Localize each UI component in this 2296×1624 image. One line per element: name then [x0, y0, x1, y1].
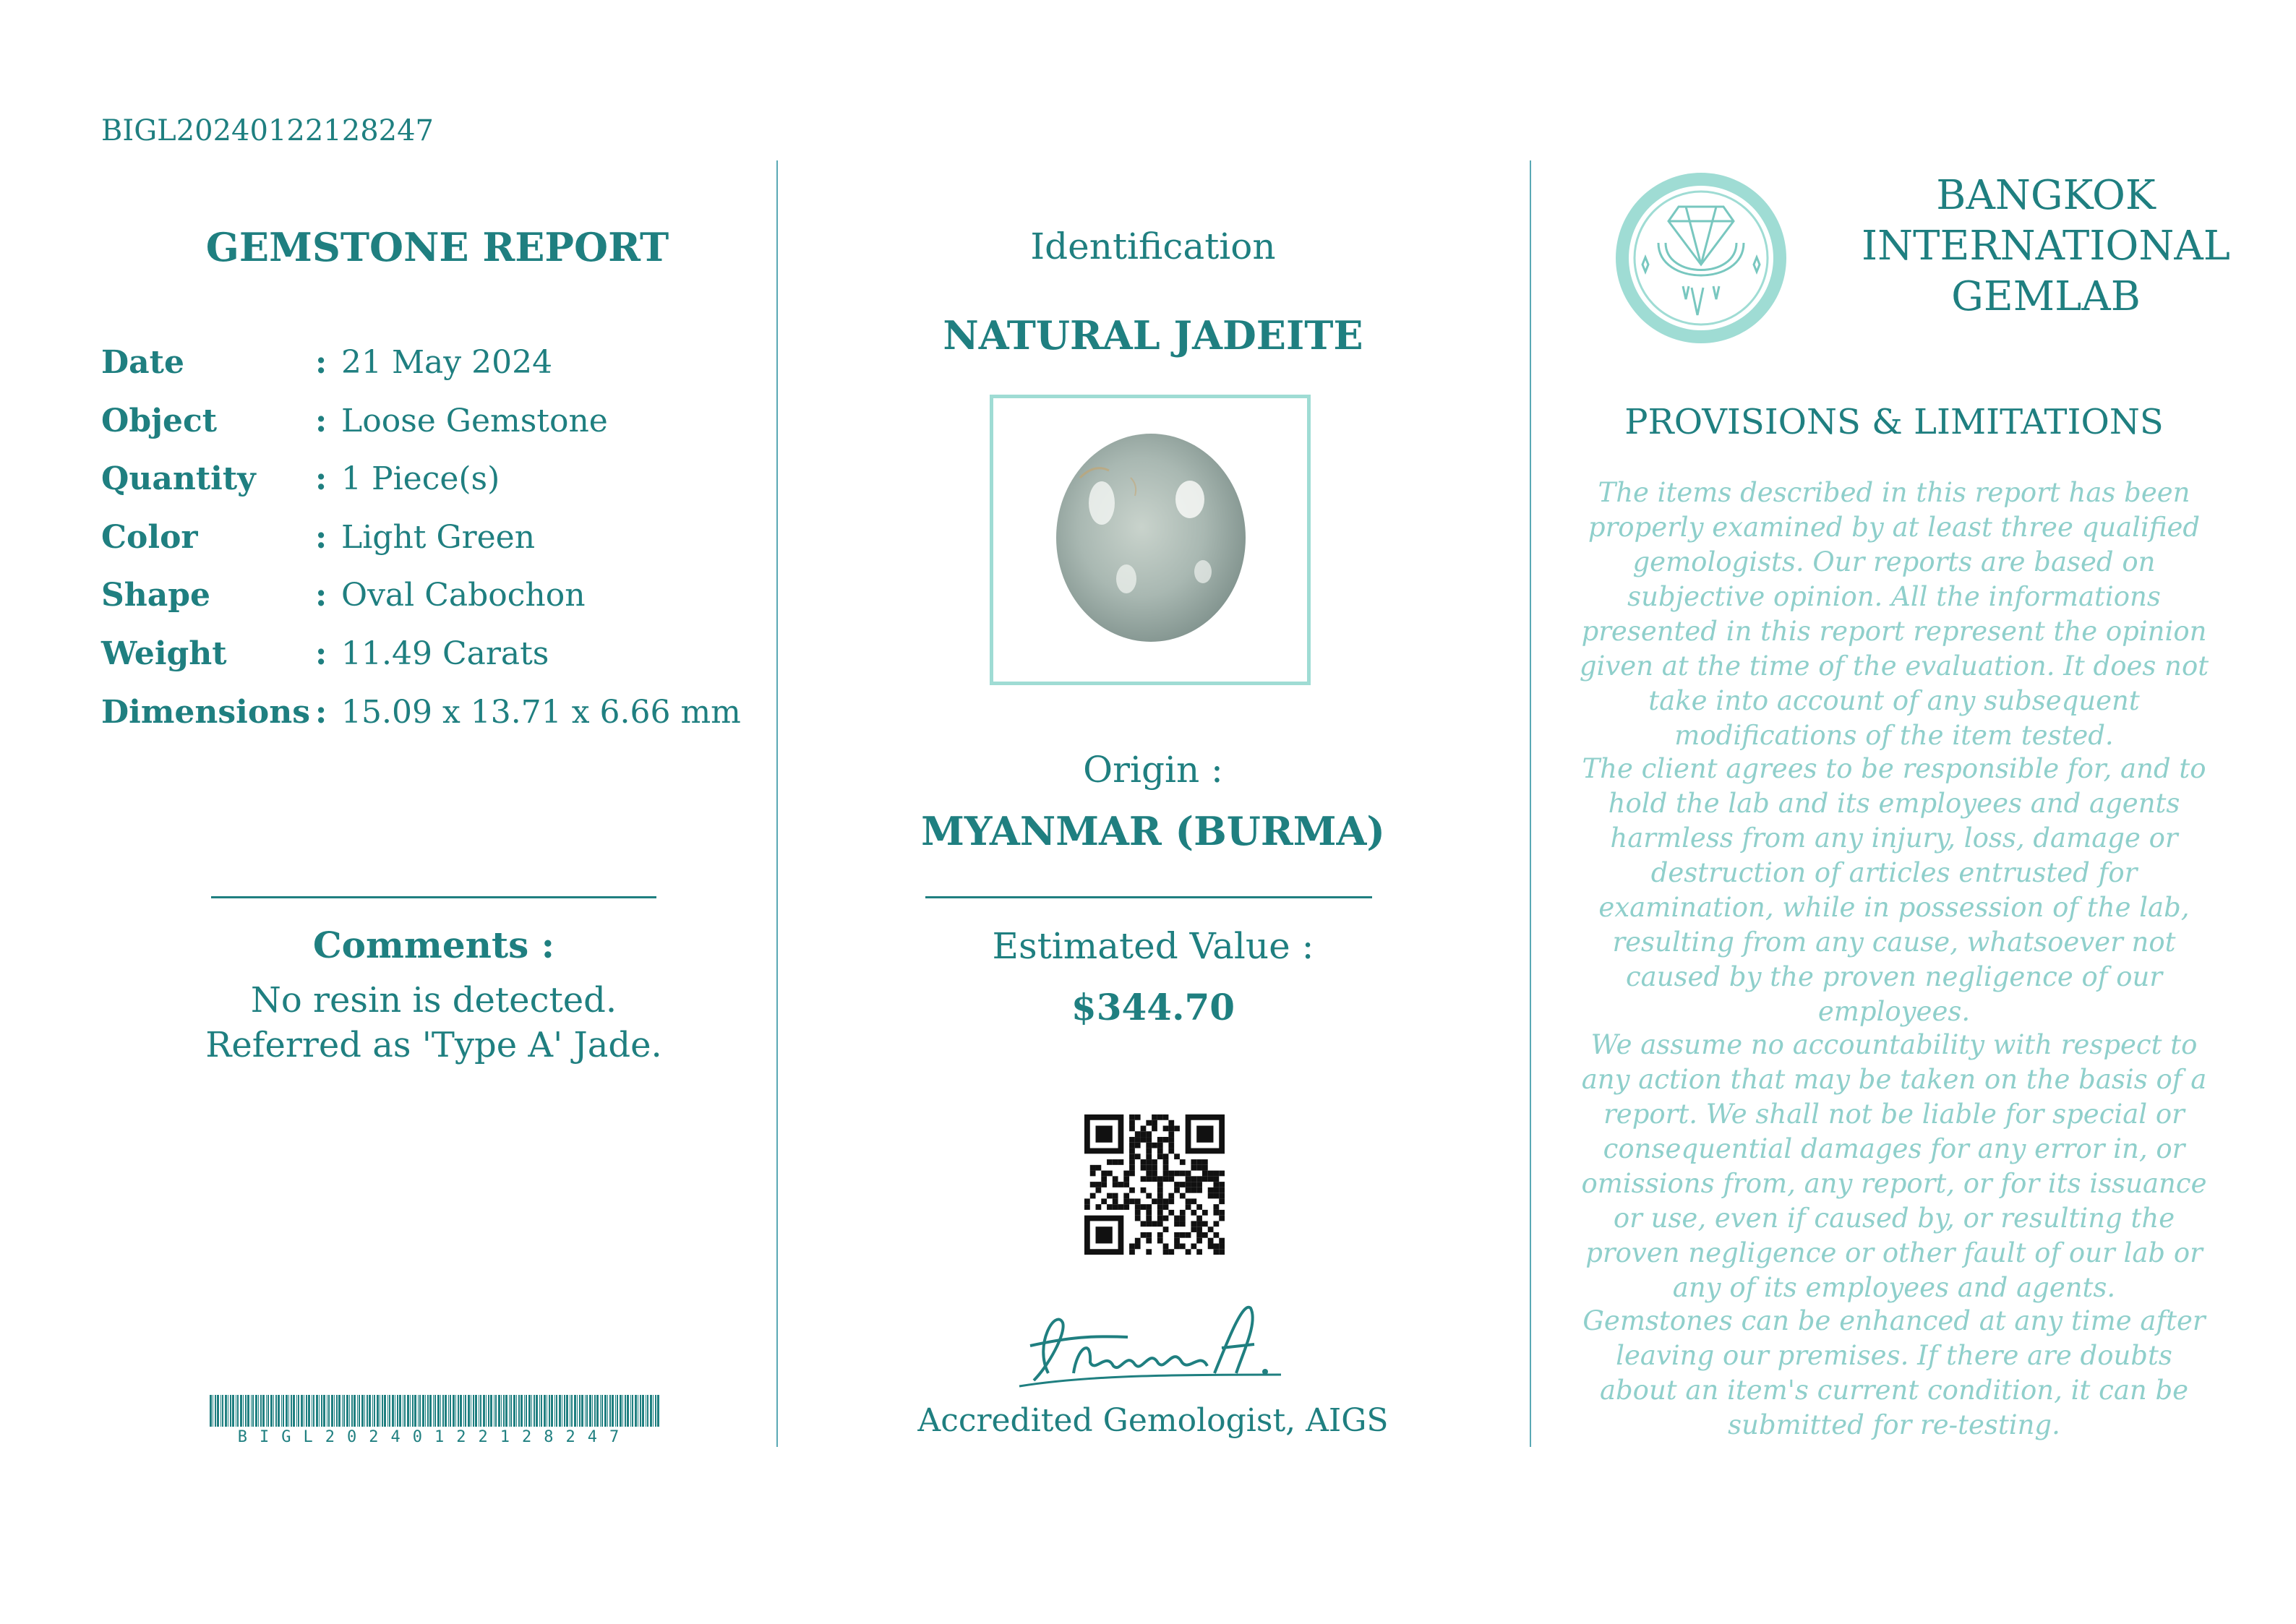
detail-label: Color [101, 519, 198, 556]
estimated-value-amount: $344.70 [1071, 986, 1235, 1028]
detail-label: Date [101, 344, 184, 381]
detail-separator: : [315, 519, 327, 556]
gemstone-photo-frame [990, 395, 1311, 685]
detail-label: Shape [101, 577, 211, 614]
detail-separator: : [315, 344, 327, 381]
detail-separator: : [315, 694, 327, 731]
detail-label: Object [101, 403, 218, 439]
provisions-paragraph-4: Gemstones can be enhanced at any time after leaving our premises. If there are doubts about an item's current condition, it can be submitted for re-testing. [1582, 1305, 2206, 1440]
barcode-number: BIGL20240122128247 [237, 1428, 632, 1446]
detail-label: Dimensions [101, 694, 311, 731]
gemstone-image [993, 398, 1307, 682]
provisions-paragraph-2: The client agrees to be responsible for, and to hold the lab and its employees and agents harmless from any injury, loss, damage or destruction of articles entrusted for examination, while in possession of the lab, resulting from any cause, whatsoever not caused by the proven negligence of our employees. [1582, 753, 2206, 1027]
lab-name-line-3: GEMLAB [1951, 273, 2141, 320]
provisions-title: PROVISIONS & LIMITATIONS [1624, 402, 2164, 442]
detail-value: Light Green [341, 519, 536, 556]
report-title: GEMSTONE REPORT [205, 224, 669, 270]
gemologist-title: Accredited Gemologist, AIGS [917, 1402, 1389, 1439]
detail-separator: : [315, 460, 327, 497]
identification-label: Identification [1030, 225, 1276, 267]
comments-line-1: No resin is detected. [250, 980, 617, 1021]
comments-line-2: Referred as 'Type A' Jade. [205, 1025, 662, 1065]
barcode [210, 1395, 659, 1427]
detail-value: Loose Gemstone [341, 403, 608, 439]
identification-value: NATURAL JADEITE [943, 312, 1363, 358]
detail-value: 11.49 Carats [341, 635, 549, 672]
provisions-paragraph-3: We assume no accountability with respect to any action that may be taken on the basis of a report. We shall not be liable for special or consequential damages for any error in, or omissions from, any report, or for its issuance or use, even if caused by, or resulting the proven negligence or other fault of our lab or any of its employees and agents. [1581, 1029, 2207, 1303]
detail-separator: : [315, 403, 327, 439]
detail-separator: : [315, 635, 327, 672]
lab-name-line-2: INTERNATIONAL [1862, 223, 2230, 270]
signature-image [1005, 1294, 1294, 1395]
lab-name-line-1: BANGKOK [1936, 172, 2156, 219]
qr-code [1084, 1114, 1225, 1255]
column-divider-right [1530, 160, 1531, 1447]
detail-separator: : [315, 577, 327, 614]
detail-label: Weight [101, 635, 227, 672]
report-number: BIGL20240122128247 [101, 114, 434, 147]
detail-label: Quantity [101, 460, 256, 497]
detail-value: 21 May 2024 [341, 344, 553, 381]
origin-label: Origin : [1083, 749, 1223, 791]
comments-divider [211, 896, 656, 898]
detail-value: Oval Cabochon [341, 577, 586, 614]
detail-value: 1 Piece(s) [341, 460, 500, 497]
comments-title: Comments : [312, 924, 555, 966]
provisions-paragraph-1: The items described in this report has been properly examined by at least three qualified gemologists. Our reports are based on subjective opinion. All the informations presented in this report represent the opinion given at the time of the evaluation. It does not take into account of any subsequent modifications of the item tested. [1579, 477, 2209, 751]
detail-value: 15.09 x 13.71 x 6.66 mm [341, 694, 741, 731]
column-divider-left [776, 160, 778, 1447]
estimated-value-label: Estimated Value : [992, 925, 1314, 967]
lab-seal-logo [1606, 163, 1796, 353]
origin-value: MYANMAR (BURMA) [921, 808, 1385, 854]
value-divider [925, 896, 1372, 898]
